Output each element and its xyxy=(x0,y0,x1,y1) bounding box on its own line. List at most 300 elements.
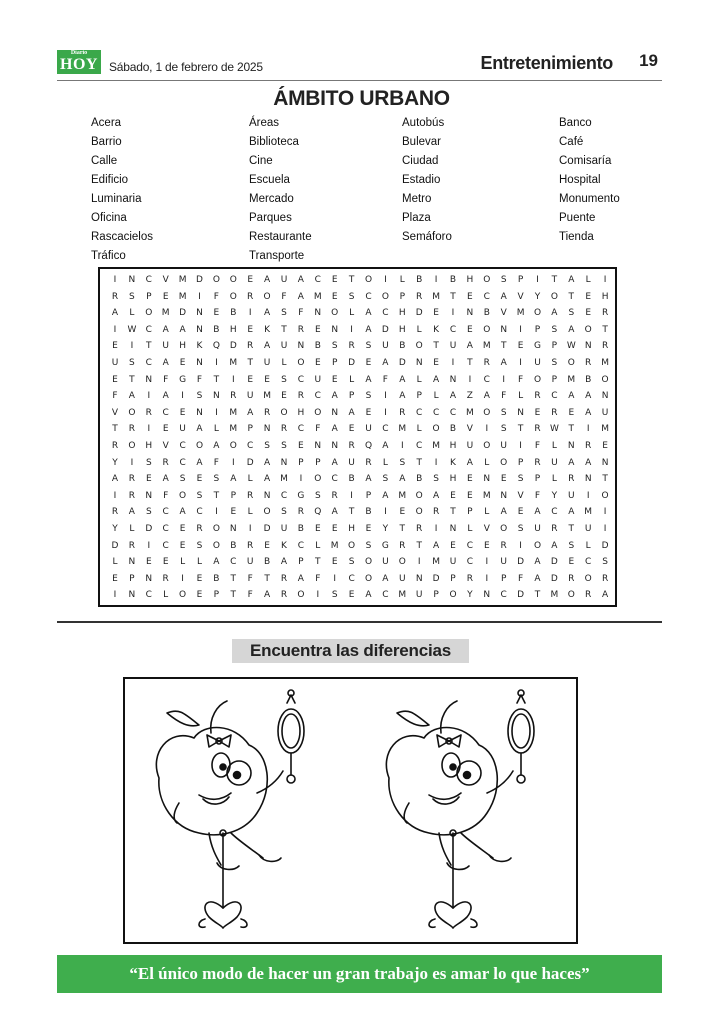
grid-letter[interactable]: M xyxy=(482,490,491,501)
grid-letter[interactable]: T xyxy=(450,291,456,302)
grid-letter[interactable]: E xyxy=(467,490,473,501)
grid-letter[interactable]: T xyxy=(534,590,541,601)
grid-letter[interactable]: R xyxy=(331,490,338,501)
grid-letter[interactable]: I xyxy=(603,524,607,534)
grid-letter[interactable]: R xyxy=(551,407,558,418)
grid-letter[interactable]: T xyxy=(146,341,152,352)
grid-letter[interactable]: F xyxy=(382,374,388,385)
grid-letter[interactable]: P xyxy=(517,275,524,285)
grid-letter[interactable]: N xyxy=(500,490,508,501)
grid-letter[interactable]: G xyxy=(534,341,541,352)
grid-letter[interactable]: N xyxy=(483,590,491,601)
grid-letter[interactable]: O xyxy=(584,324,592,335)
grid-letter[interactable]: A xyxy=(500,358,507,368)
grid-letter[interactable]: I xyxy=(248,524,252,534)
grid-letter[interactable]: A xyxy=(365,590,372,601)
grid-letter[interactable]: T xyxy=(247,358,253,368)
grid-letter[interactable]: F xyxy=(112,391,118,402)
grid-letter[interactable]: S xyxy=(129,291,135,302)
grid-letter[interactable]: O xyxy=(297,590,305,601)
grid-letter[interactable]: A xyxy=(500,291,507,302)
grid-letter[interactable]: A xyxy=(213,557,220,568)
grid-letter[interactable]: U xyxy=(314,374,322,385)
grid-letter[interactable]: E xyxy=(314,524,321,534)
grid-letter[interactable]: F xyxy=(213,291,219,302)
grid-letter[interactable]: T xyxy=(213,374,220,385)
grid-letter[interactable]: E xyxy=(467,291,473,302)
grid-letter[interactable]: N xyxy=(331,407,339,418)
grid-letter[interactable]: A xyxy=(399,391,406,402)
grid-letter[interactable]: I xyxy=(181,573,184,584)
grid-letter[interactable]: E xyxy=(179,524,186,534)
grid-letter[interactable]: A xyxy=(348,407,355,418)
grid-letter[interactable]: T xyxy=(602,324,608,335)
grid-letter[interactable]: O xyxy=(212,540,220,551)
grid-letter[interactable]: F xyxy=(247,573,253,584)
grid-letter[interactable]: O xyxy=(314,474,322,485)
grid-letter[interactable]: O xyxy=(263,291,271,302)
grid-letter[interactable]: I xyxy=(384,275,387,285)
grid-letter[interactable]: I xyxy=(113,275,117,285)
grid-letter[interactable]: U xyxy=(280,341,288,352)
grid-letter[interactable]: M xyxy=(229,358,238,368)
grid-letter[interactable]: I xyxy=(384,407,387,418)
grid-letter[interactable]: O xyxy=(483,324,491,335)
grid-letter[interactable]: K xyxy=(281,540,287,551)
grid-letter[interactable]: R xyxy=(297,391,305,402)
grid-letter[interactable]: N xyxy=(196,324,203,335)
grid-letter[interactable]: I xyxy=(181,391,184,402)
grid-letter[interactable]: O xyxy=(297,358,305,368)
grid-letter[interactable]: O xyxy=(567,590,575,601)
grid-letter[interactable]: E xyxy=(230,507,237,518)
grid-letter[interactable]: C xyxy=(145,590,152,601)
grid-letter[interactable]: U xyxy=(466,441,474,451)
grid-letter[interactable]: T xyxy=(230,590,237,601)
grid-letter[interactable]: F xyxy=(163,490,169,501)
grid-letter[interactable]: R xyxy=(568,474,575,485)
grid-letter[interactable]: H xyxy=(297,407,305,418)
grid-letter[interactable]: E xyxy=(162,557,169,568)
grid-letter[interactable]: I xyxy=(113,490,117,501)
grid-letter[interactable]: N xyxy=(128,275,136,285)
grid-letter[interactable]: O xyxy=(550,291,558,302)
grid-letter[interactable]: R xyxy=(280,573,288,584)
grid-letter[interactable]: S xyxy=(331,341,338,352)
grid-letter[interactable]: S xyxy=(500,424,507,435)
grid-letter[interactable]: P xyxy=(298,557,304,568)
grid-letter[interactable]: R xyxy=(416,524,423,534)
grid-letter[interactable]: P xyxy=(315,457,321,468)
grid-letter[interactable]: P xyxy=(416,391,422,402)
grid-letter[interactable]: A xyxy=(585,391,592,402)
grid-letter[interactable]: F xyxy=(534,490,541,501)
grid-letter[interactable]: S xyxy=(602,557,608,568)
grid-letter[interactable]: A xyxy=(534,573,541,584)
grid-letter[interactable]: A xyxy=(264,341,271,352)
grid-letter[interactable]: E xyxy=(365,524,372,534)
grid-letter[interactable]: L xyxy=(163,590,169,601)
grid-letter[interactable]: A xyxy=(399,374,406,385)
grid-letter[interactable]: C xyxy=(314,275,321,285)
grid-letter[interactable]: F xyxy=(281,291,287,302)
grid-letter[interactable]: A xyxy=(264,275,271,285)
grid-letter[interactable]: R xyxy=(162,457,169,468)
grid-letter[interactable]: F xyxy=(518,573,524,584)
grid-letter[interactable]: S xyxy=(433,474,439,485)
grid-letter[interactable]: A xyxy=(551,540,558,551)
grid-letter[interactable]: B xyxy=(449,424,457,435)
newspaper-logo[interactable] xyxy=(57,50,101,74)
grid-letter[interactable]: H xyxy=(466,275,474,285)
grid-letter[interactable]: I xyxy=(434,524,438,534)
grid-letter[interactable]: T xyxy=(517,424,524,435)
grid-letter[interactable]: I xyxy=(384,507,387,518)
grid-letter[interactable]: A xyxy=(111,474,119,485)
grid-letter[interactable]: R xyxy=(111,291,119,302)
grid-letter[interactable]: B xyxy=(449,275,457,285)
grid-letter[interactable]: A xyxy=(466,457,473,468)
grid-letter[interactable]: P xyxy=(534,324,541,335)
grid-letter[interactable]: E xyxy=(264,374,270,385)
grid-letter[interactable]: R xyxy=(466,573,474,584)
grid-letter[interactable]: U xyxy=(280,524,288,534)
grid-letter[interactable]: A xyxy=(162,324,169,335)
grid-letter[interactable]: G xyxy=(297,490,305,501)
grid-letter[interactable]: C xyxy=(280,490,288,501)
grid-letter[interactable]: L xyxy=(180,557,186,568)
grid-letter[interactable]: Y xyxy=(551,490,558,501)
grid-letter[interactable]: C xyxy=(449,407,457,418)
grid-letter[interactable]: T xyxy=(264,573,270,584)
grid-letter[interactable]: M xyxy=(313,291,322,302)
grid-letter[interactable]: E xyxy=(348,424,355,435)
grid-letter[interactable]: V xyxy=(483,524,490,534)
grid-letter[interactable]: A xyxy=(213,441,220,451)
grid-letter[interactable]: A xyxy=(534,507,541,518)
grid-letter[interactable]: I xyxy=(586,490,590,501)
grid-letter[interactable]: M xyxy=(432,291,440,302)
grid-letter[interactable]: Q xyxy=(314,507,322,518)
grid-letter[interactable]: O xyxy=(449,590,457,601)
grid-letter[interactable]: T xyxy=(568,291,575,302)
grid-letter[interactable]: O xyxy=(364,573,373,584)
grid-letter[interactable]: N xyxy=(415,573,423,584)
grid-letter[interactable]: M xyxy=(432,557,440,568)
grid-letter[interactable]: I xyxy=(333,573,337,584)
grid-letter[interactable]: I xyxy=(451,358,455,368)
grid-letter[interactable]: M xyxy=(229,407,238,418)
grid-letter[interactable]: L xyxy=(484,457,490,468)
grid-letter[interactable]: A xyxy=(196,457,203,468)
grid-letter[interactable]: P xyxy=(433,590,439,601)
grid-letter[interactable]: E xyxy=(365,358,372,368)
grid-letter[interactable]: L xyxy=(433,391,439,402)
grid-letter[interactable]: I xyxy=(586,424,590,435)
grid-letter[interactable]: A xyxy=(382,573,389,584)
grid-letter[interactable]: N xyxy=(196,308,203,319)
grid-letter[interactable]: S xyxy=(365,341,372,352)
grid-letter[interactable]: R xyxy=(601,341,609,352)
grid-letter[interactable]: N xyxy=(449,524,457,534)
grid-letter[interactable]: R xyxy=(483,358,490,368)
grid-letter[interactable]: S xyxy=(213,474,220,485)
grid-letter[interactable]: A xyxy=(162,391,169,402)
grid-letter[interactable]: U xyxy=(382,557,389,568)
grid-letter[interactable]: T xyxy=(551,275,558,285)
grid-letter[interactable]: E xyxy=(298,441,304,451)
grid-letter[interactable]: V xyxy=(162,441,169,451)
grid-letter[interactable]: D xyxy=(601,540,609,551)
grid-letter[interactable]: E xyxy=(331,275,338,285)
grid-letter[interactable]: E xyxy=(433,358,439,368)
grid-letter[interactable]: C xyxy=(348,573,355,584)
grid-letter[interactable]: F xyxy=(315,424,321,435)
grid-letter[interactable]: D xyxy=(550,573,558,584)
grid-letter[interactable]: I xyxy=(147,540,151,551)
grid-letter[interactable]: N xyxy=(601,391,609,402)
grid-letter[interactable]: O xyxy=(128,407,136,418)
grid-letter[interactable]: E xyxy=(247,324,254,335)
grid-letter[interactable]: H xyxy=(145,441,153,451)
grid-letter[interactable]: A xyxy=(297,291,304,302)
grid-letter[interactable]: L xyxy=(247,474,253,485)
grid-letter[interactable]: A xyxy=(382,441,389,451)
grid-letter[interactable]: O xyxy=(381,291,389,302)
grid-letter[interactable]: I xyxy=(130,341,134,352)
grid-letter[interactable]: U xyxy=(399,573,406,584)
grid-letter[interactable]: C xyxy=(179,457,186,468)
grid-letter[interactable]: E xyxy=(365,407,372,418)
grid-letter[interactable]: C xyxy=(162,524,169,534)
grid-letter[interactable]: O xyxy=(263,507,271,518)
grid-letter[interactable]: I xyxy=(215,358,218,368)
grid-letter[interactable]: N xyxy=(196,358,203,368)
grid-letter[interactable]: E xyxy=(433,308,439,319)
grid-letter[interactable]: T xyxy=(416,457,422,468)
grid-letter[interactable]: I xyxy=(417,557,421,568)
grid-letter[interactable]: N xyxy=(567,441,575,451)
grid-letter[interactable]: H xyxy=(449,441,457,451)
grid-letter[interactable]: N xyxy=(229,524,237,534)
grid-letter[interactable]: I xyxy=(502,374,506,385)
grid-letter[interactable]: A xyxy=(331,391,338,402)
grid-letter[interactable]: O xyxy=(179,590,187,601)
grid-letter[interactable]: O xyxy=(483,441,491,451)
grid-letter[interactable]: K xyxy=(450,457,456,468)
grid-letter[interactable]: R xyxy=(432,507,440,518)
grid-letter[interactable]: U xyxy=(534,358,541,368)
grid-letter[interactable]: M xyxy=(432,441,440,451)
grid-letter[interactable]: S xyxy=(399,457,406,468)
grid-letter[interactable]: N xyxy=(145,490,153,501)
grid-letter[interactable]: R xyxy=(145,407,152,418)
grid-letter[interactable]: P xyxy=(517,457,524,468)
grid-letter[interactable]: I xyxy=(384,391,387,402)
grid-letter[interactable]: M xyxy=(161,308,170,319)
grid-letter[interactable]: F xyxy=(501,391,507,402)
grid-letter[interactable]: U xyxy=(449,557,457,568)
grid-letter[interactable]: E xyxy=(568,557,575,568)
grid-letter[interactable]: E xyxy=(213,308,220,319)
grid-letter[interactable]: R xyxy=(128,490,136,501)
grid-letter[interactable]: U xyxy=(365,424,372,435)
grid-letter[interactable]: O xyxy=(533,308,542,319)
grid-letter[interactable]: E xyxy=(196,590,203,601)
grid-letter[interactable]: O xyxy=(212,524,220,534)
grid-letter[interactable]: E xyxy=(467,324,473,335)
grid-letter[interactable]: A xyxy=(297,573,304,584)
grid-letter[interactable]: L xyxy=(551,441,557,451)
grid-letter[interactable]: V xyxy=(111,407,119,418)
grid-letter[interactable]: U xyxy=(584,524,592,534)
grid-letter[interactable]: A xyxy=(483,391,490,402)
grid-letter[interactable]: B xyxy=(314,341,321,352)
grid-letter[interactable]: M xyxy=(178,275,187,285)
grid-letter[interactable]: O xyxy=(500,524,508,534)
grid-letter[interactable]: E xyxy=(348,590,355,601)
grid-letter[interactable]: A xyxy=(331,507,338,518)
grid-letter[interactable]: N xyxy=(584,341,592,352)
grid-letter[interactable]: O xyxy=(533,540,542,551)
grid-letter[interactable]: S xyxy=(264,441,270,451)
grid-letter[interactable]: A xyxy=(162,474,169,485)
grid-letter[interactable]: C xyxy=(179,441,186,451)
grid-letter[interactable]: L xyxy=(349,374,355,385)
grid-letter[interactable]: T xyxy=(399,524,406,534)
grid-letter[interactable]: T xyxy=(467,358,473,368)
grid-letter[interactable]: M xyxy=(178,291,187,302)
grid-letter[interactable]: Y xyxy=(112,457,118,468)
grid-letter[interactable]: R xyxy=(585,590,592,601)
grid-letter[interactable]: E xyxy=(450,540,456,551)
grid-letter[interactable]: D xyxy=(263,524,271,534)
grid-letter[interactable]: M xyxy=(398,590,407,601)
grid-letter[interactable]: R xyxy=(280,424,288,435)
grid-letter[interactable]: B xyxy=(399,341,406,352)
grid-letter[interactable]: L xyxy=(467,524,473,534)
grid-letter[interactable]: D xyxy=(179,308,187,319)
grid-letter[interactable]: U xyxy=(162,341,169,352)
grid-letter[interactable]: P xyxy=(534,474,541,485)
grid-letter[interactable]: E xyxy=(314,358,321,368)
grid-letter[interactable]: C xyxy=(551,391,558,402)
grid-letter[interactable]: N xyxy=(483,474,491,485)
grid-letter[interactable]: A xyxy=(382,490,389,501)
grid-letter[interactable]: R xyxy=(416,291,423,302)
grid-letter[interactable]: O xyxy=(364,275,373,285)
grid-letter[interactable]: U xyxy=(111,358,119,368)
grid-letter[interactable]: D xyxy=(550,557,558,568)
grid-letter[interactable]: C xyxy=(551,507,558,518)
grid-letter[interactable]: R xyxy=(128,424,136,435)
grid-letter[interactable]: L xyxy=(416,324,422,335)
grid-letter[interactable]: M xyxy=(601,424,609,435)
grid-letter[interactable]: M xyxy=(550,590,559,601)
grid-letter[interactable]: I xyxy=(485,557,489,568)
grid-letter[interactable]: C xyxy=(196,507,203,518)
grid-letter[interactable]: U xyxy=(263,358,271,368)
grid-letter[interactable]: A xyxy=(280,557,288,568)
grid-letter[interactable]: R xyxy=(297,507,305,518)
grid-letter[interactable]: R xyxy=(247,540,254,551)
grid-letter[interactable]: W xyxy=(549,424,559,435)
grid-letter[interactable]: B xyxy=(213,573,220,584)
grid-letter[interactable]: U xyxy=(551,457,558,468)
grid-letter[interactable]: I xyxy=(147,391,151,402)
grid-letter[interactable]: A xyxy=(179,507,186,518)
grid-letter[interactable]: E xyxy=(196,474,203,485)
grid-letter[interactable]: R xyxy=(128,474,136,485)
grid-letter[interactable]: O xyxy=(280,407,288,418)
grid-letter[interactable]: E xyxy=(517,507,524,518)
grid-letter[interactable]: I xyxy=(113,324,117,335)
grid-letter[interactable]: L xyxy=(213,424,219,435)
grid-letter[interactable]: C xyxy=(247,441,254,451)
grid-letter[interactable]: A xyxy=(449,391,457,402)
grid-letter[interactable]: P xyxy=(500,573,507,584)
grid-letter[interactable]: L xyxy=(281,358,287,368)
grid-letter[interactable]: E xyxy=(112,341,118,352)
grid-letter[interactable]: C xyxy=(585,557,592,568)
grid-letter[interactable]: R xyxy=(399,407,406,418)
grid-letter[interactable]: S xyxy=(365,391,372,402)
grid-letter[interactable]: R xyxy=(247,341,254,352)
grid-letter[interactable]: O xyxy=(483,275,491,285)
grid-letter[interactable]: N xyxy=(263,490,271,501)
grid-letter[interactable]: D xyxy=(415,308,423,319)
grid-letter[interactable]: C xyxy=(466,557,474,568)
grid-letter[interactable]: V xyxy=(517,291,524,302)
grid-letter[interactable]: O xyxy=(195,441,204,451)
grid-letter[interactable]: A xyxy=(128,507,135,518)
grid-letter[interactable]: T xyxy=(213,490,220,501)
grid-letter[interactable]: G xyxy=(381,540,389,551)
grid-letter[interactable]: A xyxy=(264,474,271,485)
grid-letter[interactable]: U xyxy=(601,407,609,418)
grid-letter[interactable]: B xyxy=(365,507,372,518)
grid-letter[interactable]: T xyxy=(450,507,456,518)
grid-letter[interactable]: A xyxy=(500,507,507,518)
grid-letter[interactable]: I xyxy=(248,308,252,319)
grid-letter[interactable]: O xyxy=(128,441,136,451)
grid-letter[interactable]: O xyxy=(584,573,592,584)
grid-letter[interactable]: A xyxy=(162,358,169,368)
grid-letter[interactable]: S xyxy=(196,540,203,551)
grid-letter[interactable]: C xyxy=(432,407,440,418)
grid-letter[interactable]: N xyxy=(584,474,592,485)
grid-letter[interactable]: A xyxy=(534,557,541,568)
grid-letter[interactable]: P xyxy=(348,391,355,402)
grid-letter[interactable]: O xyxy=(331,308,339,319)
grid-letter[interactable]: R xyxy=(263,407,271,418)
grid-letter[interactable]: D xyxy=(432,573,440,584)
grid-letter[interactable]: P xyxy=(399,291,406,302)
grid-letter[interactable]: O xyxy=(483,407,491,418)
grid-letter[interactable]: I xyxy=(519,540,522,551)
grid-letter[interactable]: R xyxy=(585,358,592,368)
grid-letter[interactable]: R xyxy=(568,573,575,584)
grid-letter[interactable]: N xyxy=(415,358,423,368)
grid-letter[interactable]: M xyxy=(482,341,491,352)
grid-letter[interactable]: G xyxy=(179,374,187,385)
grid-letter[interactable]: C xyxy=(449,324,457,335)
grid-letter[interactable]: C xyxy=(483,291,490,302)
grid-letter[interactable]: A xyxy=(433,490,440,501)
grid-letter[interactable]: U xyxy=(382,341,389,352)
grid-letter[interactable]: S xyxy=(382,474,389,485)
grid-letter[interactable]: F xyxy=(213,457,219,468)
